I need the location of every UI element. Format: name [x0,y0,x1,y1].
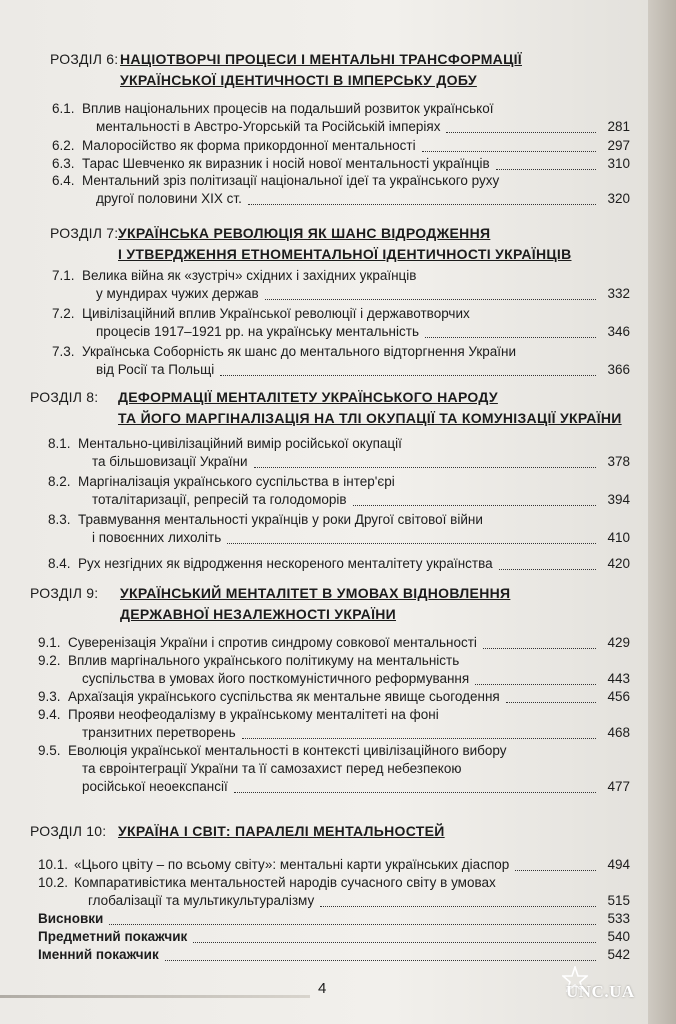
entry-number: 10.1. [38,857,69,872]
entry-title-line: ментальності в Австро-Угорській та Російській імперіях [96,119,441,134]
entry-title-line: та більшовизації України [92,454,248,469]
entry-title-line: Велика війна як «зустріч» східних і західних українців [82,268,417,283]
section-label: РОЗДІЛ 9: [30,585,99,601]
entry-number: 7.1. [52,268,75,283]
dot-leader [234,791,596,793]
entry-title-line: Компаративістика ментальностей народів сучасного світу в умовах [74,875,496,890]
dot-leader [227,542,596,544]
entry-title-line: другої половини ХІХ ст. [96,191,242,206]
entry-page-number: 477 [607,779,630,794]
toc-entry[interactable] [38,706,630,742]
toc-entry[interactable] [38,874,630,910]
section-title-line: ДЕФОРМАЦІЇ МЕНТАЛІТЕТУ УКРАЇНСЬКОГО НАРОДУ [118,389,498,405]
dot-leader [165,959,596,961]
dot-leader [422,150,596,152]
entry-number: 6.4. [52,173,75,188]
toc-entry[interactable] [52,155,630,173]
back-matter-page-number: 542 [607,947,630,962]
entry-title-line: тоталітаризації, репресій та голодоморів [92,492,347,507]
page-number: 4 [318,980,327,997]
entry-title-line: у мундирах чужих держав [96,286,259,301]
back-matter-label: Іменний покажчик [38,947,159,962]
entry-page-number: 378 [607,454,630,469]
entry-title-line: Тарас Шевченко як виразник і носій нової ментальності українців [82,156,490,171]
entry-title-line: та євроінтеграції України та її самозахист перед небезпекою [82,761,462,776]
section-title-line: НАЦІОТВОРЧІ ПРОЦЕСИ І МЕНТАЛЬНІ ТРАНСФОРМАЦІЇ [120,51,522,67]
section-label: РОЗДІЛ 7: [50,225,119,241]
entry-title-line: Архаїзація українського суспільства як ментальне явище сьогодення [68,689,500,704]
entry-page-number: 297 [607,138,630,153]
entry-title-line: російської неоекспансії [82,779,228,794]
dot-leader [483,647,596,649]
entry-page-number: 456 [607,689,630,704]
entry-page-number: 394 [607,492,630,507]
entry-title-line: «Цього цвіту – по всьому світу»: ментальні карти українських діаспор [74,857,510,872]
entry-title-line: Малоросійство як форма прикордонної ментальності [82,138,416,153]
toc-entry[interactable] [52,267,630,303]
entry-page-number: 346 [607,324,630,339]
entry-number: 6.2. [52,138,75,153]
section-heading [50,50,630,92]
toc-entry[interactable] [38,652,630,688]
dot-leader [425,336,596,338]
entry-number: 9.4. [38,707,61,722]
entry-number: 9.2. [38,653,61,668]
dot-leader [248,203,596,205]
toc-entry[interactable] [48,435,630,471]
entry-title-line: Маргіналізація українського суспільства в інтер'єрі [78,474,395,489]
dot-leader [506,701,596,703]
dot-leader [446,131,596,133]
entry-title-line: Українська Соборність як шанс до ментального відторгнення України [82,344,517,359]
entry-title-line: Вплив національних процесів на подальший розвиток української [82,101,494,116]
page-edge [648,0,676,1024]
section-title-line: І УТВЕРДЖЕННЯ ЕТНОМЕНТАЛЬНОЇ ІДЕНТИЧНОСТІ УКРАЇНЦІВ [118,246,572,262]
dot-leader [499,568,596,570]
entry-title-line: Суверенізація України і спротив синдрому совкової ментальності [68,635,477,650]
dot-leader [109,923,596,925]
toc-entry[interactable] [52,137,630,155]
back-matter-label: Висновки [38,911,104,926]
entry-number: 10.2. [38,875,69,890]
entry-number: 8.2. [48,474,71,489]
entry-page-number: 443 [607,671,630,686]
back-matter-page-number: 533 [607,911,630,926]
entry-number: 9.5. [38,743,61,758]
section-title-line: ДЕРЖАВНОЇ НЕЗАЛЕЖНОСТІ УКРАЇНИ [120,606,397,622]
entry-page-number: 410 [607,530,630,545]
toc-entry[interactable] [52,305,630,341]
entry-number: 7.2. [52,306,75,321]
dot-leader [193,941,596,943]
entry-title-line: суспільства в умовах його посткомуністичного реформування [82,671,470,686]
entry-title-line: від Росії та Польщі [96,362,215,377]
back-matter-entry[interactable] [38,910,630,928]
entry-title-line: Вплив маргінального українського політикуму на ментальність [68,653,460,668]
entry-page-number: 332 [607,286,630,301]
section-heading [50,224,630,266]
entry-title-line: транзитних перетворень [82,725,236,740]
entry-number: 8.1. [48,436,71,451]
entry-page-number: 366 [607,362,630,377]
section-label: РОЗДІЛ 8: [30,389,99,405]
section-label: РОЗДІЛ 6: [50,51,119,67]
dot-leader [515,869,596,871]
dot-leader [254,466,596,468]
back-matter-entry[interactable] [38,928,630,946]
entry-title-line: Еволюція української ментальності в контексті цивілізаційного вибору [68,743,507,758]
entry-title-line: Ментально-цивілізаційний вимір російської окупації [78,436,402,451]
section-title-line: ТА ЙОГО МАРГІНАЛІЗАЦІЯ НА ТЛІ ОКУПАЦІЇ ТА КОМУНІЗАЦІЇ УКРАЇНИ [118,410,622,426]
dot-leader [242,737,596,739]
entry-page-number: 420 [607,556,630,571]
entry-title-line: Ментальний зріз політизації національної ідеї та українського руху [82,173,500,188]
entry-title-line: Цивілізаційний вплив Української революції і державотворчих [82,306,470,321]
dot-leader [220,374,596,376]
section-title-line: УКРАЇНСЬКИЙ МЕНТАЛІТЕТ В УМОВАХ ВІДНОВЛЕННЯ [120,585,511,601]
dot-leader [496,168,596,170]
dot-leader [475,683,596,685]
entry-page-number: 494 [607,857,630,872]
bottom-rule [0,995,310,998]
entry-page-number: 281 [607,119,630,134]
toc-entry[interactable] [38,742,630,796]
back-matter-page-number: 540 [607,929,630,944]
watermark: UNC.UA [566,982,635,1001]
entry-number: 9.1. [38,635,61,650]
entry-page-number: 468 [607,725,630,740]
toc-entry[interactable] [38,634,630,652]
entry-title-line: Рух незгідних як відродження нескореного менталітету українства [78,556,493,571]
entry-title-line: Прояви неофеодалізму в українському менталітеті на фоні [68,707,439,722]
section-title-line: УКРАЇНА І СВІТ: ПАРАЛЕЛІ МЕНТАЛЬНОСТЕЙ [118,823,445,839]
toc-entry[interactable] [48,555,630,573]
back-matter-label: Предметний покажчик [38,929,188,944]
toc-entry[interactable] [52,343,630,379]
section-title-line: УКРАЇНСЬКОЇ ІДЕНТИЧНОСТІ В ІМПЕРСЬКУ ДОБУ [120,72,477,88]
section-heading [30,822,630,843]
entry-number: 9.3. [38,689,61,704]
toc-entry[interactable] [38,688,630,706]
entry-title-line: Травмування ментальності українців у роки Другої світової війни [78,512,483,527]
entry-number: 6.3. [52,156,75,171]
toc-entry[interactable] [52,172,630,208]
back-matter-entry[interactable] [38,946,630,964]
dot-leader [353,504,596,506]
toc-entry[interactable] [38,856,630,874]
entry-number: 6.1. [52,101,75,116]
section-heading [30,584,630,626]
entry-title-line: і повоєнних лихоліть [92,530,222,545]
toc-entry[interactable] [52,100,630,136]
entry-page-number: 320 [607,191,630,206]
entry-page-number: 515 [607,893,630,908]
toc-entry[interactable] [48,473,630,509]
entry-number: 8.4. [48,556,71,571]
entry-page-number: 310 [607,156,630,171]
dot-leader [265,298,596,300]
section-label: РОЗДІЛ 10: [30,823,107,839]
entry-number: 8.3. [48,512,71,527]
section-heading [30,388,630,430]
dot-leader [320,905,596,907]
entry-number: 7.3. [52,344,75,359]
toc-entry[interactable] [48,511,630,547]
entry-page-number: 429 [607,635,630,650]
entry-title-line: глобалізації та мультикультуралізму [88,893,315,908]
entry-title-line: процесів 1917–1921 рр. на українську ментальність [96,324,419,339]
section-title-line: УКРАЇНСЬКА РЕВОЛЮЦІЯ ЯК ШАНС ВІДРОДЖЕННЯ [118,225,491,241]
